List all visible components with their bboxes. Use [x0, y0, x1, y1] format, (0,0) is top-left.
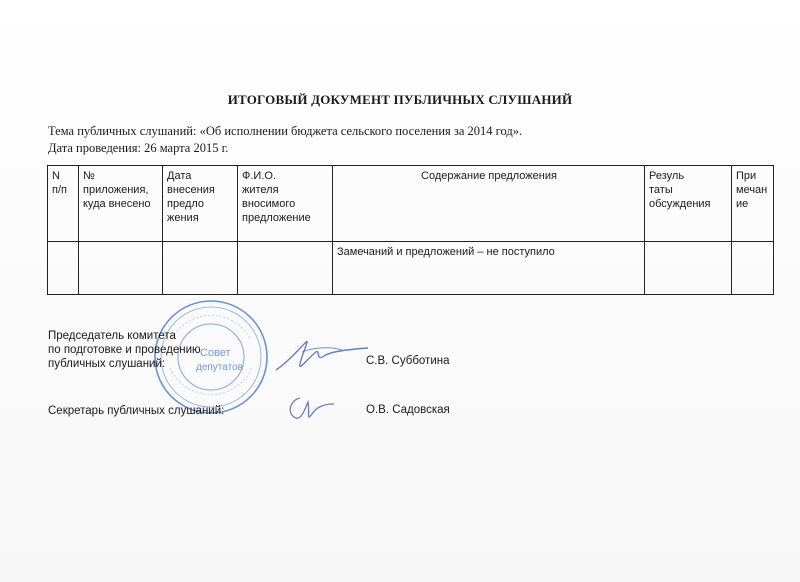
chair-name: С.В. Субботина	[366, 355, 450, 367]
table-header-row	[48, 166, 774, 242]
table-cell	[48, 242, 79, 295]
table-cell	[163, 242, 238, 295]
table-cell-content: Замечаний и предложений – не поступило	[333, 242, 645, 295]
header-cell-content: Содержание предложения	[333, 166, 645, 242]
table-cell	[645, 242, 732, 295]
table-cell	[238, 242, 333, 295]
stamp-text-2: депутатов	[196, 362, 243, 373]
header-cell-attachment: № приложения, куда внесено	[79, 166, 163, 242]
date-line: Дата проведения: 26 марта 2015 г.	[48, 141, 229, 155]
proposals-table	[47, 165, 774, 295]
chair-role-line: по подготовке и проведению	[48, 344, 201, 356]
table-cell	[732, 242, 774, 295]
document-title: ИТОГОВЫЙ ДОКУМЕНТ ПУБЛИЧНЫХ СЛУШАНИЙ	[227, 92, 573, 107]
stamp-text-1: Совет	[200, 347, 231, 359]
chair-role-line: Председатель комитета	[48, 330, 176, 342]
table-row	[48, 242, 774, 295]
table-cell	[79, 242, 163, 295]
chair-role-line: публичных слушаний:	[48, 358, 166, 370]
chair-signature-icon	[272, 334, 372, 378]
secretary-signature-icon	[282, 392, 342, 426]
secretary-name: О.В. Садовская	[366, 404, 450, 416]
header-cell-resident: Ф.И.О. жителя вносимого предложение	[238, 166, 333, 242]
header-cell-notes: При мечан ие	[732, 166, 774, 242]
secretary-role: Секретарь публичных слушаний:	[48, 405, 225, 417]
header-cell-date: Дата внесения предло жения	[163, 166, 238, 242]
topic-line: Тема публичных слушаний: «Об исполнении бюджета сельского поселения за 2014 год».	[48, 124, 523, 138]
header-cell-results: Резуль таты обсуждения	[645, 166, 732, 242]
chair-role	[48, 329, 201, 371]
header-cell-number: N п/п	[48, 166, 79, 242]
